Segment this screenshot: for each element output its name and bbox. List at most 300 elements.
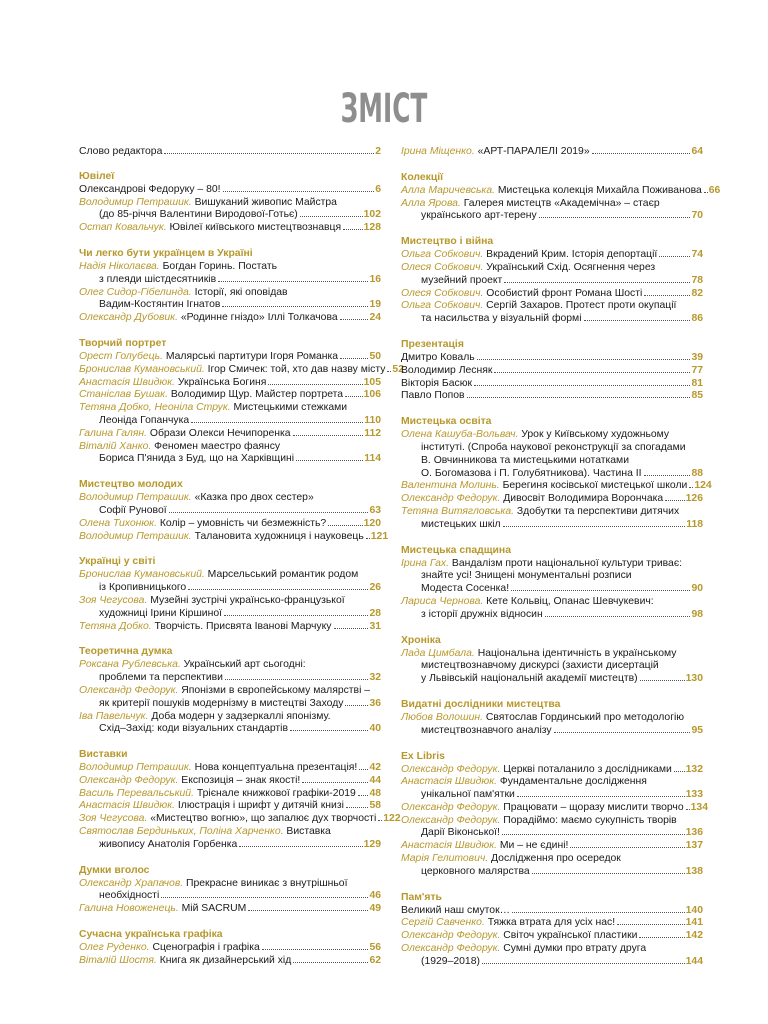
- entry-continuation: [401, 673, 703, 686]
- entry-title: Мистецькими стежками: [233, 402, 348, 414]
- entry-first-line: [79, 621, 381, 634]
- dot-leader: [345, 396, 363, 397]
- entry-first-line: [79, 146, 381, 159]
- toc-entry[interactable]: [401, 648, 703, 686]
- dot-leader: [640, 680, 685, 681]
- toc-entry[interactable]: [401, 776, 703, 802]
- entry-continuation: [79, 582, 381, 595]
- entry-first-line: [79, 261, 381, 274]
- entry-continuation: [79, 415, 381, 428]
- toc-entry[interactable]: [401, 917, 703, 930]
- toc-entry[interactable]: [79, 389, 381, 402]
- dot-leader: [302, 782, 368, 783]
- toc-entry[interactable]: [401, 930, 703, 943]
- entry-first-line: [401, 596, 703, 609]
- toc-entry[interactable]: [79, 659, 381, 685]
- toc-section: [401, 891, 703, 969]
- entry-first-line: [401, 378, 703, 391]
- toc-entry[interactable]: [79, 222, 381, 235]
- dot-leader: [358, 795, 369, 796]
- toc-entry[interactable]: [401, 184, 721, 198]
- entry-title: Ігор Смичек: той, хто дав назву місту: [207, 363, 386, 375]
- toc-entry[interactable]: [79, 377, 381, 390]
- dot-leader: [554, 732, 691, 733]
- entry-line-text: з плеяди шістдесятників: [99, 273, 217, 285]
- dot-leader: [300, 216, 363, 217]
- entry-text: [79, 659, 306, 670]
- entry-title: Сумні думки про втрату друга: [503, 943, 647, 955]
- section-heading: Презентація: [401, 338, 464, 350]
- entry-title: «АРТ-ПАРАЛЕЛІ 2019»: [477, 146, 590, 157]
- toc-entry[interactable]: [401, 764, 703, 777]
- entry-text: [401, 249, 657, 262]
- entry-title: Фундаментальне дослідження: [499, 776, 647, 788]
- toc-entry[interactable]: [79, 312, 381, 325]
- entry-text: [401, 480, 687, 493]
- entry-line-text: Дарії Віконської!: [421, 827, 500, 839]
- toc-entry[interactable]: [401, 840, 703, 853]
- toc-entry[interactable]: [79, 826, 381, 852]
- entry-continuation: [401, 827, 703, 840]
- entry-line-text: та насильства у візуальній формі: [421, 313, 582, 325]
- toc-section: [401, 415, 712, 531]
- entry-text: [401, 390, 465, 403]
- toc-entry[interactable]: [79, 530, 389, 544]
- entry-line-text: живопису Анатолія Горбенка: [99, 838, 238, 850]
- entry-title: Вандалізм проти національної культури триває:: [451, 557, 683, 569]
- entry-title: Український арт сьогодні:: [183, 659, 306, 671]
- entry-author: Віталій Ханко.: [79, 440, 152, 452]
- entry-title: Вікторія Басюк: [401, 377, 473, 389]
- entry-first-line: [79, 363, 404, 377]
- toc-entry[interactable]: [79, 800, 381, 813]
- dot-leader: [248, 910, 368, 911]
- entry-text: [79, 146, 162, 159]
- entry-text: [401, 815, 677, 826]
- toc-entry[interactable]: [401, 712, 703, 738]
- entry-first-line: [401, 249, 703, 262]
- entry-author: Анастасія Швидюк.: [79, 800, 175, 812]
- entry-text: [79, 942, 260, 955]
- page-number: 85: [691, 390, 703, 402]
- toc-entry[interactable]: [79, 903, 381, 916]
- entry-first-line: [401, 506, 703, 519]
- entry-line-text: із Кропивницького: [99, 582, 187, 594]
- entry-text: [401, 648, 676, 659]
- entry-text: [79, 197, 337, 208]
- entry-line-text: у Львівській національній академії мистецтв): [421, 673, 638, 685]
- entry-continuation: мистецтвознавчому дискурсі (захисти дисертацій: [421, 660, 659, 672]
- entry-text: [79, 762, 357, 775]
- entry-text: [79, 826, 331, 837]
- entry-author: Марія Гелитович.: [401, 853, 489, 865]
- entry-first-line: [79, 377, 381, 390]
- entry-continuation: [401, 275, 703, 288]
- entry-text: [401, 493, 663, 506]
- entry-title: Історії, які оповідав: [194, 286, 288, 298]
- entry-text: [401, 288, 642, 301]
- entry-author: Галина Новоженець.: [79, 903, 179, 915]
- dot-leader: [617, 924, 685, 925]
- entry-continuation: інституті. (Спроба наукової реконструкції за спогадами: [421, 441, 686, 453]
- dot-leader: [296, 460, 363, 461]
- entry-first-line: [79, 711, 381, 724]
- dot-leader: [225, 679, 368, 680]
- toc-entry[interactable]: [401, 365, 703, 378]
- entry-first-line: [79, 942, 381, 955]
- dot-leader: [477, 359, 691, 360]
- page-number: 90: [691, 583, 703, 595]
- toc-entry[interactable]: [401, 198, 703, 224]
- entry-author: Орест Голубець.: [79, 350, 163, 362]
- toc-entry[interactable]: [401, 801, 708, 815]
- toc-entry[interactable]: [79, 363, 404, 377]
- page-number: 64: [691, 146, 703, 157]
- dot-leader: [218, 281, 368, 282]
- entry-text: [79, 184, 221, 197]
- entry-title: Талановита художниця і науковець: [194, 530, 364, 542]
- entry-title: Тяжка втрата для усіх нас!: [487, 917, 616, 929]
- entry-continuation: [79, 839, 381, 852]
- entry-first-line: [79, 402, 381, 415]
- entry-author: Олеся Собкович.: [401, 261, 484, 273]
- entry-text: [401, 943, 646, 954]
- page-number: 28: [369, 607, 381, 619]
- toc-entry[interactable]: [79, 261, 381, 287]
- toc-section: [79, 337, 404, 466]
- entry-title: Володимир Щур. Майстер портрета: [170, 389, 344, 401]
- entry-author: Анастасія Швидюк.: [401, 776, 497, 788]
- toc-entry[interactable]: [79, 402, 381, 428]
- entry-line-text: українського арт-терену: [421, 210, 537, 222]
- entry-first-line: [79, 878, 381, 891]
- section-heading: Теоретична думка: [79, 646, 173, 658]
- page-number: 26: [369, 582, 381, 594]
- page-number: 120: [363, 517, 381, 529]
- entry-continuation: знайте усі! Знищені монументальні розписи: [421, 570, 632, 582]
- entry-title: Український Схід. Осягнення через: [486, 261, 656, 273]
- entry-first-line: [79, 184, 381, 197]
- toc-entry[interactable]: [79, 955, 381, 968]
- toc-entry[interactable]: [401, 146, 703, 159]
- page-number: 118: [686, 518, 703, 530]
- entry-line-text: як критерії пошуків модернізму в мистецтві Заходу: [99, 697, 344, 709]
- toc-section: [401, 171, 721, 223]
- dot-leader: [639, 937, 684, 938]
- dot-leader: [340, 319, 369, 320]
- dot-leader: [290, 730, 368, 731]
- dot-leader: [169, 512, 369, 513]
- page-number: 140: [685, 904, 703, 916]
- entry-text: [401, 185, 702, 198]
- entry-line-text: художниці Ірини Кіршиної: [99, 607, 222, 619]
- toc-entry[interactable]: [79, 878, 381, 904]
- page-number: 95: [691, 724, 703, 736]
- entry-line-text: Вадим-Костянтин Ігнатов: [99, 299, 221, 311]
- entry-author: Василь Перевальський.: [79, 787, 194, 799]
- toc-entry[interactable]: [401, 943, 703, 969]
- entry-author: Олександр Храпачов.: [79, 877, 184, 889]
- page-number: 144: [685, 955, 703, 967]
- toc-entry[interactable]: [79, 788, 381, 801]
- entry-continuation: [401, 789, 703, 802]
- entry-title: Сергій Захаров. Протест проти окупації: [486, 300, 677, 312]
- entry-continuation: [401, 468, 703, 481]
- toc-entry[interactable]: [79, 287, 381, 313]
- entry-author: Сергій Савченко.: [401, 917, 485, 929]
- toc-entry[interactable]: [79, 621, 381, 634]
- entry-title: Виставка: [286, 826, 331, 838]
- entry-author: Тетяна Добко.: [79, 620, 152, 632]
- entry-title: Слово редактора: [79, 146, 163, 157]
- dot-leader: [345, 705, 368, 706]
- dot-leader: [502, 834, 685, 835]
- entry-text: [79, 878, 347, 889]
- toc-entry[interactable]: [79, 569, 381, 595]
- dot-leader: [474, 385, 690, 386]
- dot-leader: [674, 771, 685, 772]
- entry-title: Олександрові Федоруку – 80!: [79, 183, 221, 195]
- entry-title: Мистецька колекція Михайла Поживанова: [497, 184, 702, 196]
- toc-entry[interactable]: [401, 352, 703, 365]
- entry-continuation: [79, 299, 381, 312]
- dot-leader: [704, 192, 708, 193]
- toc-entry[interactable]: [401, 390, 703, 403]
- entry-author: Алла Ярова.: [401, 197, 461, 209]
- page-number: 46: [369, 890, 381, 902]
- entry-continuation: [79, 672, 381, 685]
- entry-title: Порадіймо: маємо сукупність творів: [503, 814, 677, 826]
- entry-text: [79, 287, 288, 298]
- dot-leader: [584, 320, 691, 321]
- toc-section: [401, 750, 708, 879]
- entry-text: [401, 558, 682, 569]
- toc-entry[interactable]: [79, 428, 381, 441]
- entry-first-line: [79, 492, 381, 505]
- entry-first-line: [401, 390, 703, 403]
- entry-continuation: [401, 583, 703, 596]
- toc-entry[interactable]: [401, 288, 703, 301]
- section-heading: Сучасна українська графіка: [79, 929, 223, 941]
- section-heading: Хроніка: [401, 634, 441, 646]
- toc-entry[interactable]: [79, 942, 381, 955]
- page-number: 112: [364, 427, 381, 439]
- entry-title: Японізми в європейському малярстві –: [181, 684, 371, 696]
- toc-entry[interactable]: [401, 905, 703, 918]
- toc-entry[interactable]: [79, 184, 381, 197]
- dot-leader: [293, 435, 364, 436]
- entry-title: Вкрадений Крим. Історія депортації: [486, 249, 658, 261]
- page-number: 102: [363, 209, 381, 221]
- entry-first-line: [401, 815, 703, 828]
- page-number: 110: [364, 414, 381, 426]
- entry-text: [401, 776, 647, 787]
- entry-author: Анастасія Швидюк.: [401, 840, 497, 852]
- page-number: 88: [691, 467, 703, 479]
- toc-entry[interactable]: [401, 506, 703, 532]
- entry-text: [79, 955, 291, 968]
- dot-leader: [689, 487, 693, 488]
- dot-leader: [686, 809, 690, 810]
- toc-entry[interactable]: [79, 197, 381, 223]
- entry-author: Олег Сидор-Гібелинда.: [79, 286, 192, 298]
- entry-title: Дослідження про осередок: [491, 853, 621, 865]
- entry-first-line: [79, 441, 381, 454]
- entry-first-line: [401, 352, 703, 365]
- entry-first-line: [401, 840, 703, 853]
- entry-first-line: [79, 788, 381, 801]
- section-heading: Мистецтво і війна: [401, 236, 494, 248]
- toc-section: [79, 748, 401, 852]
- entry-author: Анастасія Швидюк.: [79, 376, 175, 388]
- section-heading: Чи легко бути українцем в Україні: [79, 247, 253, 259]
- entry-first-line: [79, 530, 389, 544]
- page-number: 52: [392, 363, 404, 375]
- entry-line-text: церковного малярства: [421, 865, 530, 877]
- entry-title: Прекрасне виникає з внутрішньої: [186, 877, 348, 889]
- page-number: 56: [369, 942, 381, 954]
- entry-text: [79, 518, 326, 531]
- toc-section: [79, 478, 389, 543]
- entry-first-line: [401, 648, 703, 661]
- dot-leader: [387, 371, 391, 372]
- entry-author: Олександр Федорук.: [401, 801, 501, 813]
- entry-author: Олександр Дубовик.: [79, 312, 178, 324]
- page-number: 66: [708, 184, 721, 196]
- toc-entry[interactable]: [79, 762, 381, 775]
- dot-leader: [188, 589, 368, 590]
- dot-leader: [644, 295, 690, 296]
- toc-section: [79, 247, 381, 325]
- toc-entry[interactable]: [79, 146, 381, 159]
- entry-title: Книга як дизайнерський хід: [159, 954, 292, 966]
- entry-text: [401, 365, 492, 378]
- entry-first-line: [79, 222, 381, 235]
- entry-first-line: [79, 685, 381, 698]
- toc-entry[interactable]: [401, 429, 703, 480]
- toc-entry[interactable]: [401, 300, 703, 326]
- page-number: 136: [685, 827, 703, 839]
- entry-title: Богдан Горинь. Постать: [162, 260, 278, 272]
- entry-text: [401, 930, 637, 943]
- entry-first-line: [79, 569, 381, 582]
- entry-first-line: [401, 429, 703, 442]
- entry-title: Ілюстрація і шрифт у дитячій книзі: [177, 800, 344, 812]
- page-number: 141: [685, 917, 703, 929]
- toc-section: [79, 170, 381, 235]
- entry-title: Сценографія і графіка: [152, 942, 260, 954]
- toc-left-column: [79, 146, 404, 980]
- entry-text: [79, 312, 338, 325]
- entry-text: [79, 492, 314, 503]
- entry-text: [401, 262, 655, 273]
- dot-leader: [539, 217, 691, 218]
- entry-author: Ольга Собкович.: [401, 249, 484, 261]
- entry-line-text: проблеми та перспективи: [99, 672, 223, 684]
- entry-author: Володимир Петрашик.: [79, 492, 192, 504]
- entry-title: Ми – не єдині!: [499, 840, 569, 852]
- toc-entry[interactable]: [401, 558, 703, 596]
- toc-entry[interactable]: [79, 492, 381, 518]
- page-number: 106: [363, 389, 381, 401]
- entry-text: [79, 364, 385, 377]
- entry-first-line: [79, 813, 401, 826]
- toc-entry[interactable]: [79, 441, 381, 467]
- page-number: 138: [685, 865, 703, 877]
- toc-section: [79, 645, 381, 736]
- page-title: ЗМІСТ: [340, 86, 428, 132]
- entry-author: Лада Цимбала.: [401, 647, 475, 659]
- page-number: 74: [691, 249, 703, 261]
- toc-entry[interactable]: [401, 815, 703, 841]
- dot-leader: [532, 873, 685, 874]
- toc-entry[interactable]: [79, 775, 381, 788]
- dot-leader: [644, 475, 691, 476]
- entry-text: [401, 198, 660, 209]
- entry-title: Кете Кольвіц, Опанас Шевчукевич:: [486, 595, 654, 607]
- toc-entry[interactable]: [401, 262, 703, 288]
- toc-entry[interactable]: [79, 518, 381, 531]
- entry-continuation: [79, 505, 381, 518]
- toc-entry[interactable]: [79, 595, 381, 621]
- entry-title: Колір – умовність чи безмежність?: [159, 517, 327, 529]
- dot-leader: [340, 358, 368, 359]
- dot-leader: [512, 912, 685, 913]
- page-number: 133: [685, 789, 703, 801]
- entry-text: [79, 261, 277, 272]
- toc-entry[interactable]: [401, 493, 703, 506]
- entry-first-line: [401, 480, 712, 493]
- entry-first-line: [401, 917, 703, 930]
- entry-first-line: [401, 712, 703, 725]
- toc-entry[interactable]: [401, 853, 703, 879]
- dot-leader: [334, 628, 369, 629]
- toc-section: [401, 634, 703, 686]
- page-number: 129: [363, 838, 381, 850]
- entry-first-line: [401, 300, 703, 313]
- entry-continuation: [79, 209, 381, 222]
- section-heading: Мистецька освіта: [401, 416, 492, 428]
- page-number: 42: [369, 762, 381, 774]
- entry-author: Олександр Федорук.: [79, 684, 179, 696]
- toc-entry[interactable]: [401, 378, 703, 391]
- entry-title: Світоч української пластики: [503, 930, 638, 942]
- toc-entry[interactable]: [401, 249, 703, 262]
- toc-entry[interactable]: [401, 596, 703, 622]
- entry-first-line: [79, 287, 381, 300]
- toc-entry[interactable]: [79, 351, 381, 364]
- toc-entry[interactable]: [401, 480, 712, 493]
- entry-text: [401, 429, 669, 440]
- entry-title: Володимир Лесняк: [401, 364, 493, 376]
- entry-text: [401, 352, 475, 365]
- section-heading: Ювілеї: [79, 170, 115, 182]
- toc-entry[interactable]: [79, 813, 401, 826]
- page-number: 98: [691, 608, 703, 620]
- toc-entry[interactable]: [79, 685, 381, 711]
- page-number: 36: [369, 697, 381, 709]
- entry-author: Бронислав Кумановський.: [79, 363, 205, 375]
- page-number: 82: [691, 287, 703, 299]
- toc-entry[interactable]: [79, 711, 381, 737]
- entry-author: Олена Кашуба-Вольвач.: [401, 429, 519, 441]
- entry-text: [401, 802, 684, 815]
- entry-author: Зоя Чегусова.: [79, 594, 148, 606]
- page-number: 31: [369, 620, 381, 632]
- section-heading: Ex Libris: [401, 750, 445, 762]
- dot-leader: [504, 282, 690, 283]
- toc-section: [401, 338, 703, 403]
